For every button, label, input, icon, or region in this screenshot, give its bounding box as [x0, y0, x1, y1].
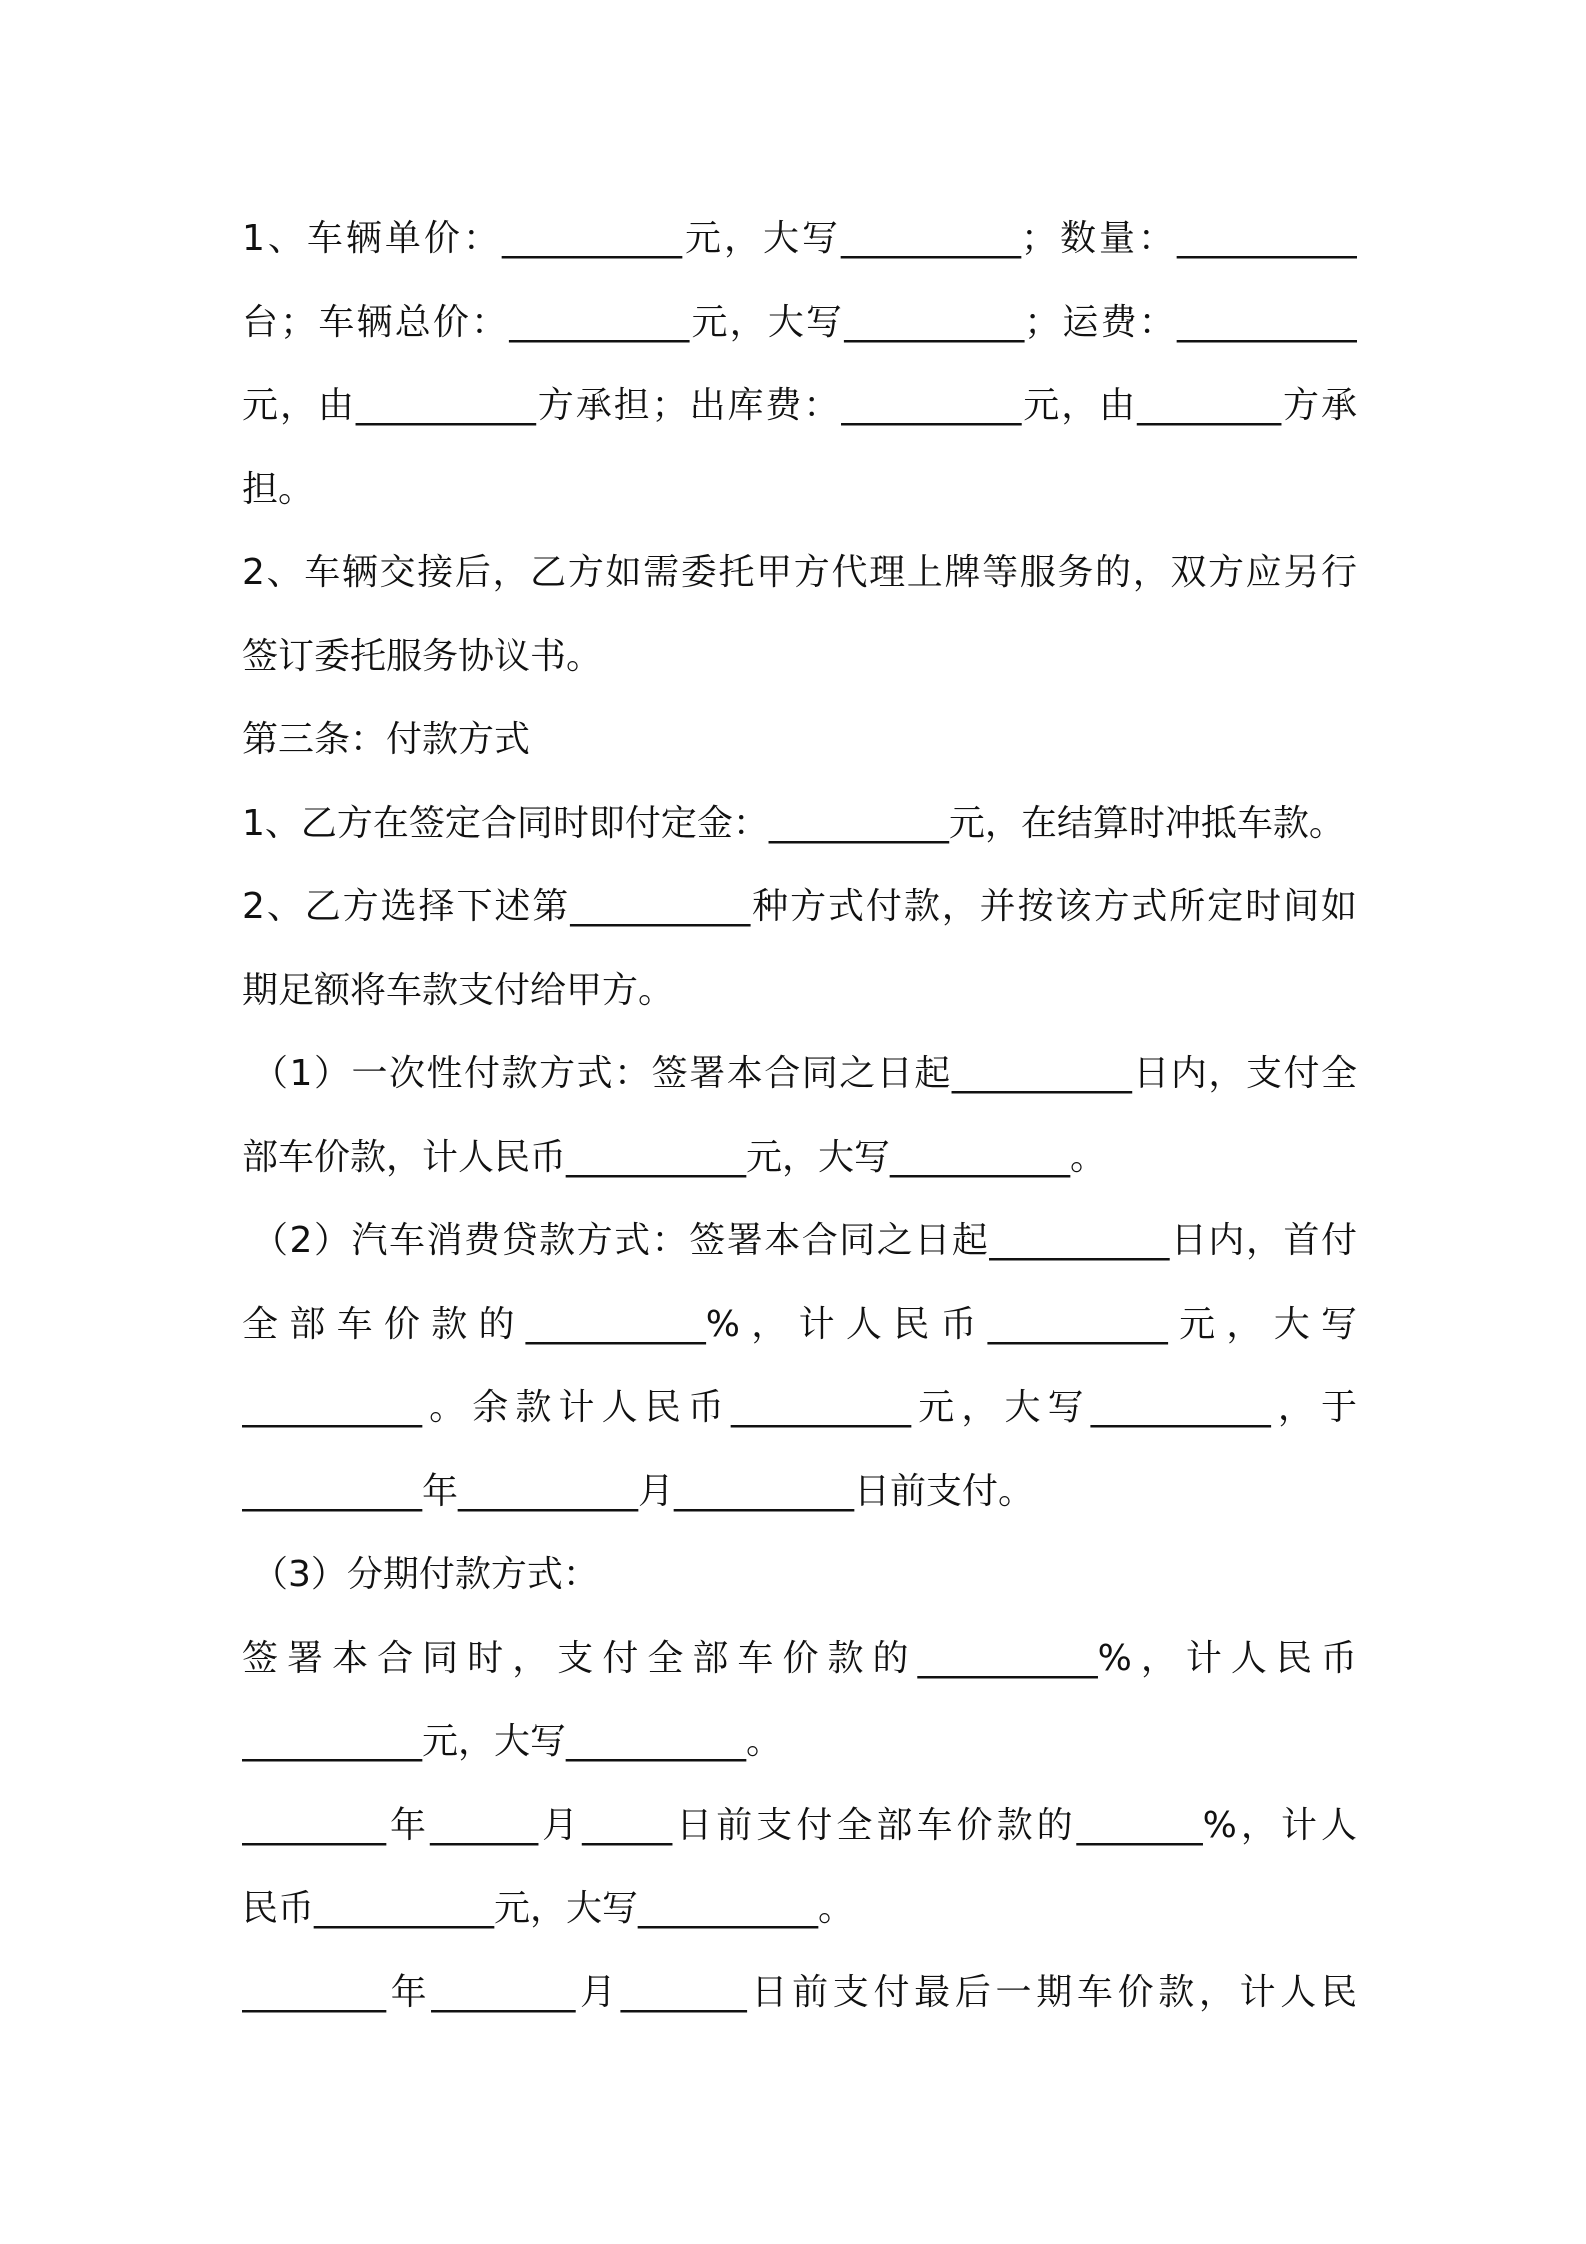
- text-line-3: 元，由__________方承担；出库费：__________元，由________方承: [242, 385, 1357, 426]
- text-line-20: ________年______月_____日前支付全部车价款的_______%，计人: [242, 1804, 1357, 1846]
- text-line-4: 担。: [242, 468, 315, 510]
- text-line-10: 期足额将车款支付给甲方。: [242, 969, 675, 1011]
- text-line-17: （3）分期付款方式：: [252, 1554, 599, 1595]
- text-line-2: 台；车辆总价：__________元，大写__________；运费：__________: [242, 301, 1357, 343]
- text-line-15: __________。余款计人民币__________元，大写__________，于: [242, 1387, 1357, 1428]
- text-line-11: （1）一次性付款方式：签署本合同之日起__________日内，支付全: [252, 1053, 1357, 1094]
- text-line-22: ________年________月_______日前支付最后一期车价款，计人民: [242, 1971, 1357, 2013]
- text-line-8: 1、乙方在签定合同时即付定金：__________元，在结算时冲抵车款。: [242, 802, 1345, 844]
- document-body: [242, 197, 1357, 2034]
- text-line-12: 部车价款，计人民币__________元，大写__________。: [242, 1136, 1107, 1178]
- text-line-16: __________年__________月__________日前支付。: [242, 1470, 1035, 1512]
- text-line-6: 签订委托服务协议书。: [242, 635, 603, 677]
- text-line-9: 2、乙方选择下述第__________种方式付款，并按该方式所定时间如: [242, 886, 1357, 927]
- text-line-5: 2、车辆交接后，乙方如需委托甲方代理上牌等服务的，双方应另行: [242, 552, 1357, 593]
- text-line-21: 民币__________元，大写__________。: [242, 1888, 855, 1929]
- text-line-14: 全部车价款的__________%，计人民币__________元，大写: [242, 1303, 1357, 1345]
- text-line-1: 1、车辆单价：__________元，大写__________；数量：__________: [242, 218, 1357, 259]
- text-line-18: 签署本合同时，支付全部车价款的__________%，计人民币: [242, 1637, 1357, 1679]
- text-line-13: （2）汽车消费贷款方式：签署本合同之日起__________日内，首付: [252, 1220, 1357, 1261]
- text-line-19: __________元，大写__________。: [242, 1721, 783, 1762]
- section-heading: 第三条：付款方式: [242, 719, 531, 760]
